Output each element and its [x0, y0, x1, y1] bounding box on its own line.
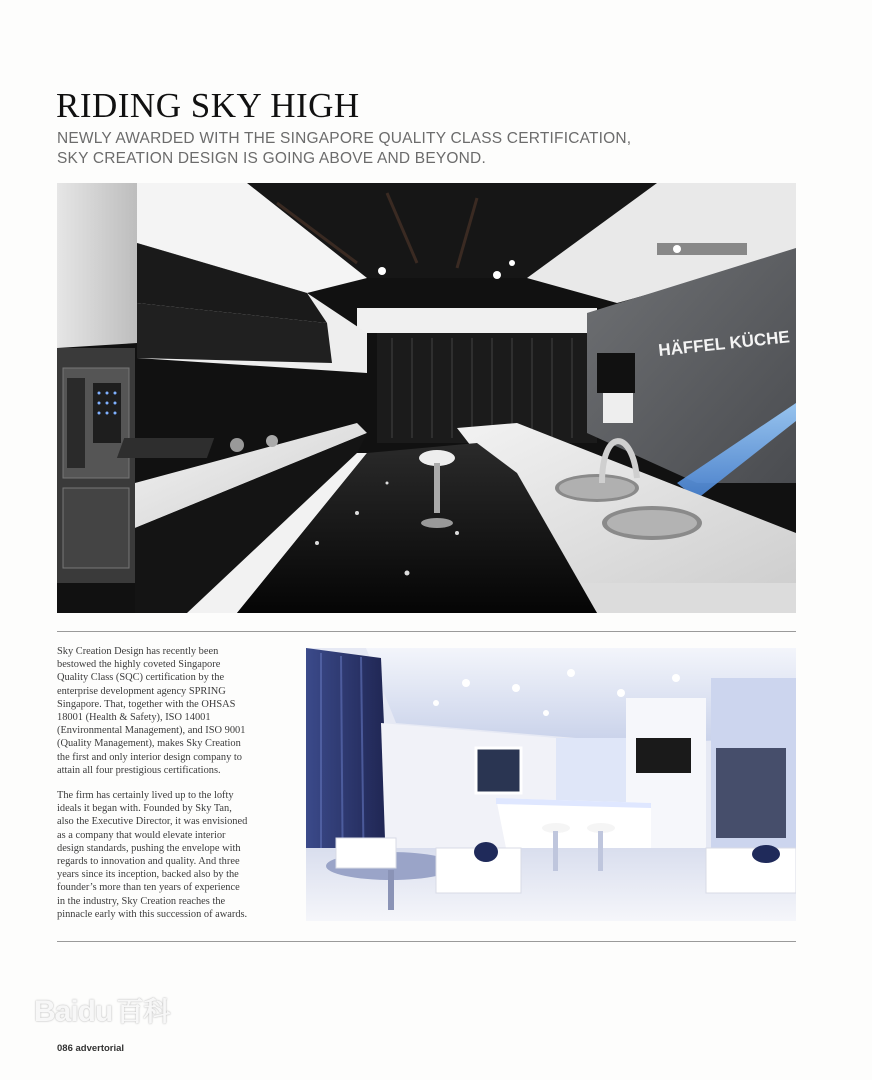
article-body	[57, 645, 295, 933]
article-title: RIDING SKY HIGH	[56, 86, 360, 125]
section-divider-bottom	[57, 941, 796, 942]
showroom-lounge-photo	[306, 648, 796, 921]
article-paragraph-1: Sky Creation Design has recently been bestowed the highly coveted Singapore Quality Class (SQC) certification by the enterprise development agency SPRING Singapore. That, together with the OHSAS 18001 (Health & Safety), ISO 14001 (Environmental Management), and ISO 9001 (Quality Management), makes Sky Creation the first and only interior design company to attain all four prestigious certifications.	[57, 646, 246, 776]
subtitle-line-1: NEWLY AWARDED WITH THE SINGAPORE QUALITY CLASS CERTIFICATION,	[57, 130, 632, 147]
article-subtitle	[57, 129, 657, 169]
watermark-cn-text: 百科	[116, 997, 171, 1027]
watermark-brand-text: Baidu	[34, 995, 113, 1028]
page-folio: 086 advertorial	[57, 1043, 125, 1054]
article-paragraph-2: The firm has certainly lived up to the lofty ideals it began with. Founded by Sky Tan, also the Executive Director, it was envisioned as a company that would elevate interior design standards, pushing the envelope with regards to innovation and quality. And three years since its inception, backed also by the founder’s more than ten years of experience in the industry, Sky Creation reaches the pinnacle early with this succession of awards.	[57, 790, 248, 920]
showroom-kitchen-photo	[57, 183, 796, 613]
wall-sign-text: HÄFFEL KÜCHE	[657, 327, 791, 360]
subtitle-line-2: SKY CREATION DESIGN IS GOING ABOVE AND BEYOND.	[57, 150, 486, 167]
baidu-watermark	[34, 990, 170, 1029]
section-divider-top	[57, 631, 796, 632]
